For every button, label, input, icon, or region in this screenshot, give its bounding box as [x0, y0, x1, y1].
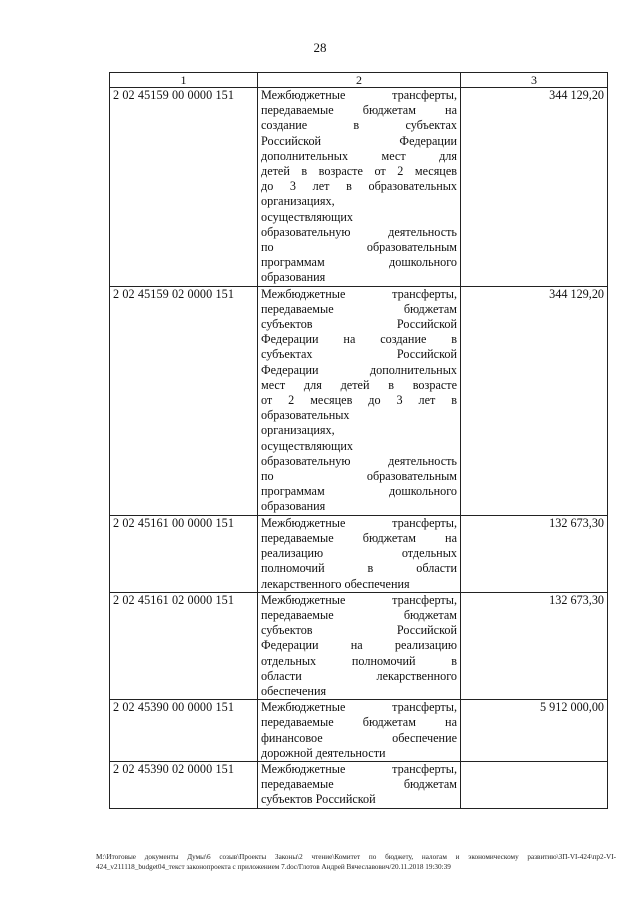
amount-cell: 5 912 000,00	[461, 700, 608, 762]
description-line: дорожной деятельности	[261, 745, 386, 760]
description-line: субъектов Российской	[261, 792, 376, 807]
description-line: передаваемые бюджетам	[261, 777, 457, 792]
description-line: передаваемые бюджетам на	[261, 103, 457, 118]
table-row	[110, 286, 608, 515]
description-line: программам дошкольного	[261, 255, 457, 270]
description-cell	[258, 286, 461, 515]
description-line: образовательных	[261, 408, 350, 423]
amount-cell: 344 129,20	[461, 88, 608, 287]
budget-code-cell: 2 02 45159 00 0000 151	[110, 88, 258, 287]
description-line: образовательную деятельность	[261, 224, 457, 239]
table-row	[110, 592, 608, 699]
amount-cell: 132 673,30	[461, 592, 608, 699]
table-row	[110, 761, 608, 808]
column-header: 1	[110, 73, 258, 88]
description-line: финансовое обеспечение	[261, 730, 457, 745]
column-header: 3	[461, 73, 608, 88]
description-line: лекарственного обеспечения	[261, 576, 410, 591]
description-line: Межбюджетные трансферты,	[261, 515, 457, 530]
table-row	[110, 88, 608, 287]
description-line: мест для детей в возрасте	[261, 377, 457, 392]
description-line: реализацию отдельных	[261, 546, 457, 561]
description-line: передаваемые бюджетам на	[261, 715, 457, 730]
description-line: до 3 лет в образовательных	[261, 179, 457, 194]
amount-cell	[461, 761, 608, 808]
description-line: передаваемые бюджетам	[261, 301, 457, 316]
description-cell	[258, 700, 461, 762]
description-line: полномочий в области	[261, 561, 457, 576]
description-line: осуществляющих	[261, 209, 353, 224]
description-cell	[258, 515, 461, 592]
description-cell	[258, 88, 461, 287]
description-line: от 2 месяцев до 3 лет в	[261, 393, 457, 408]
budget-code-cell: 2 02 45390 00 0000 151	[110, 700, 258, 762]
budget-code-cell: 2 02 45161 00 0000 151	[110, 515, 258, 592]
description-line: программам дошкольного	[261, 484, 457, 499]
description-line: Российской Федерации	[261, 133, 457, 148]
column-header: 2	[258, 73, 461, 88]
description-line: отдельных полномочий в	[261, 653, 457, 668]
description-line: обеспечения	[261, 683, 327, 698]
description-line: Федерации дополнительных	[261, 362, 457, 377]
table-row	[110, 515, 608, 592]
description-line: Федерации на реализацию	[261, 638, 457, 653]
description-line: организациях,	[261, 194, 335, 209]
description-line: передаваемые бюджетам	[261, 607, 457, 622]
description-line: образовательную деятельность	[261, 453, 457, 468]
description-line: Межбюджетные трансферты,	[261, 761, 457, 776]
description-line: Федерации на создание в	[261, 332, 457, 347]
description-line: образования	[261, 499, 326, 514]
budget-table	[109, 72, 608, 809]
description-line: субъектов Российской	[261, 623, 457, 638]
description-line: субъектов Российской	[261, 317, 457, 332]
page-number: 28	[313, 40, 327, 55]
description-line: Межбюджетные трансферты,	[261, 592, 457, 607]
document-path-footer: M:\Итоговые документы Думы\6 созыв\Проекты Законы\2 чтение\Комитет по бюджету, налогам и экономическому развитию\ЗП-VI-424\пр2-VI-424_v211118_budget04_текст законопроекта с приложением 7.doc/Глотов Андрей Вячеславович/20.11.2018 19:30:39	[96, 853, 616, 871]
description-cell	[258, 761, 461, 808]
table-header-row	[110, 73, 608, 88]
amount-cell: 344 129,20	[461, 286, 608, 515]
description-line: организациях,	[261, 423, 335, 438]
description-line: осуществляющих	[261, 438, 353, 453]
budget-code-cell: 2 02 45390 02 0000 151	[110, 761, 258, 808]
description-line: субъектах Российской	[261, 347, 457, 362]
table-row	[110, 700, 608, 762]
description-line: Межбюджетные трансферты,	[261, 286, 457, 301]
budget-code-cell: 2 02 45161 02 0000 151	[110, 592, 258, 699]
description-line: Межбюджетные трансферты,	[261, 700, 457, 715]
description-line: Межбюджетные трансферты,	[261, 88, 457, 102]
amount-cell: 132 673,30	[461, 515, 608, 592]
description-cell	[258, 592, 461, 699]
description-line: передаваемые бюджетам на	[261, 530, 457, 545]
description-line: по образовательным	[261, 469, 457, 484]
description-line: образования	[261, 270, 326, 285]
description-line: по образовательным	[261, 240, 457, 255]
description-line: дополнительных мест для	[261, 148, 457, 163]
description-line: области лекарственного	[261, 668, 457, 683]
description-line: создание в субъектах	[261, 118, 457, 133]
budget-code-cell: 2 02 45159 02 0000 151	[110, 286, 258, 515]
description-line: детей в возрасте от 2 месяцев	[261, 164, 457, 179]
